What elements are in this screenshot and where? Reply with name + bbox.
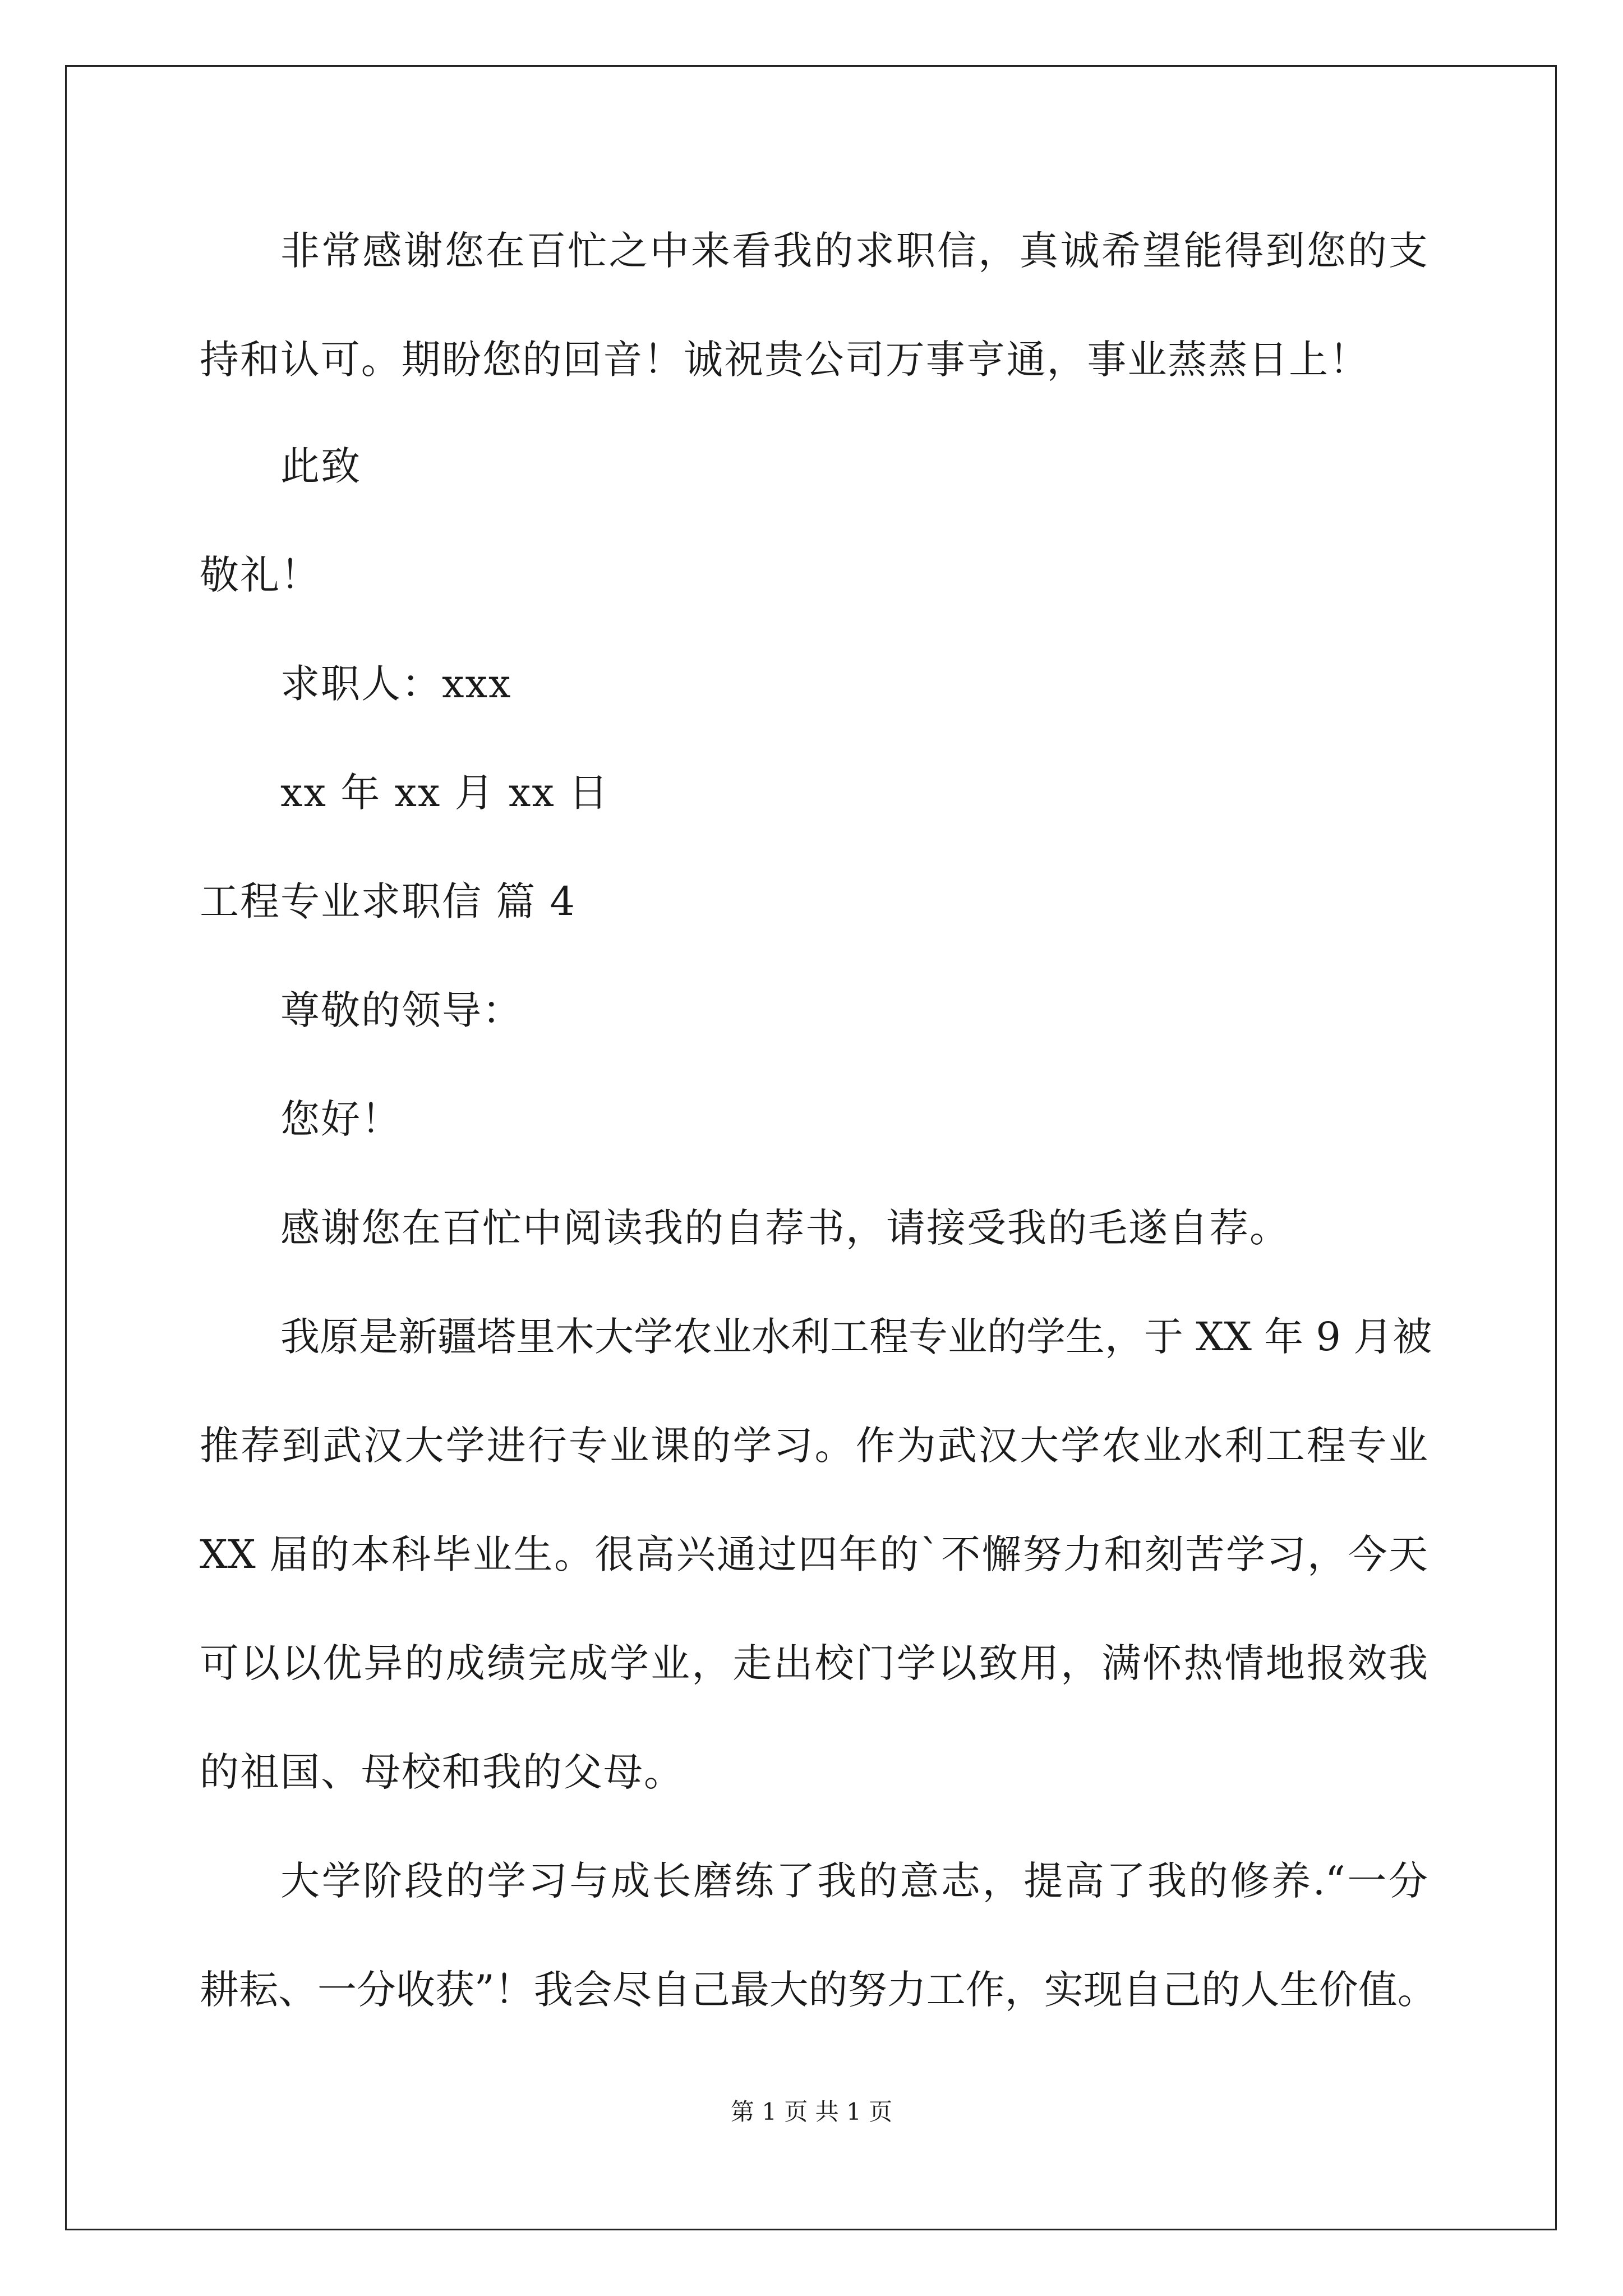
- page-border: [65, 65, 1557, 2230]
- page-footer: 第 1 页 共 1 页: [730, 2098, 893, 2125]
- letter-date: xx 年 xx 月 xx 日: [280, 770, 610, 816]
- greeting-hello: 您好！: [280, 1096, 402, 1142]
- paragraph-line: 非常感谢您在百忙之中来看我的求职信，真诚希望能得到您的支: [280, 228, 1428, 274]
- applicant-signature: 求职人：xxx: [280, 661, 512, 707]
- paragraph-line: 推荐到武汉大学进行专业课的学习。作为武汉大学农业水利工程专业: [200, 1423, 1428, 1469]
- paragraph-line: 可以以优异的成绩完成学业，走出校门学以致用，满怀热情地报效我: [200, 1640, 1428, 1686]
- paragraph-line: 大学阶段的学习与成长磨练了我的意志，提高了我的修养.“一分: [280, 1858, 1428, 1904]
- intro-paragraph: 感谢您在百忙中阅读我的自荐书，请接受我的毛遂自荐。: [280, 1205, 1290, 1251]
- paragraph-line: XX 届的本科毕业生。很高兴通过四年的`不懈努力和刻苦学习，今天: [200, 1531, 1428, 1577]
- greeting-recipient: 尊敬的领导：: [280, 987, 523, 1033]
- closing-regards: 敬礼！: [200, 552, 321, 598]
- paragraph-line: 我原是新疆塔里木大学农业水利工程专业的学生，于 XX 年 9 月被: [280, 1314, 1432, 1360]
- paragraph-line: 持和认可。期盼您的回音！诚祝贵公司万事亨通，事业蒸蒸日上！: [200, 337, 1368, 383]
- closing-salutation: 此致: [280, 443, 361, 489]
- section-heading: 工程专业求职信 篇 4: [200, 878, 577, 924]
- paragraph-line: 的祖国、母校和我的父母。: [200, 1749, 684, 1795]
- paragraph-line: 耕耘、一分收获”！我会尽自己最大的努力工作，实现自己的人生价值。: [200, 1967, 1437, 2013]
